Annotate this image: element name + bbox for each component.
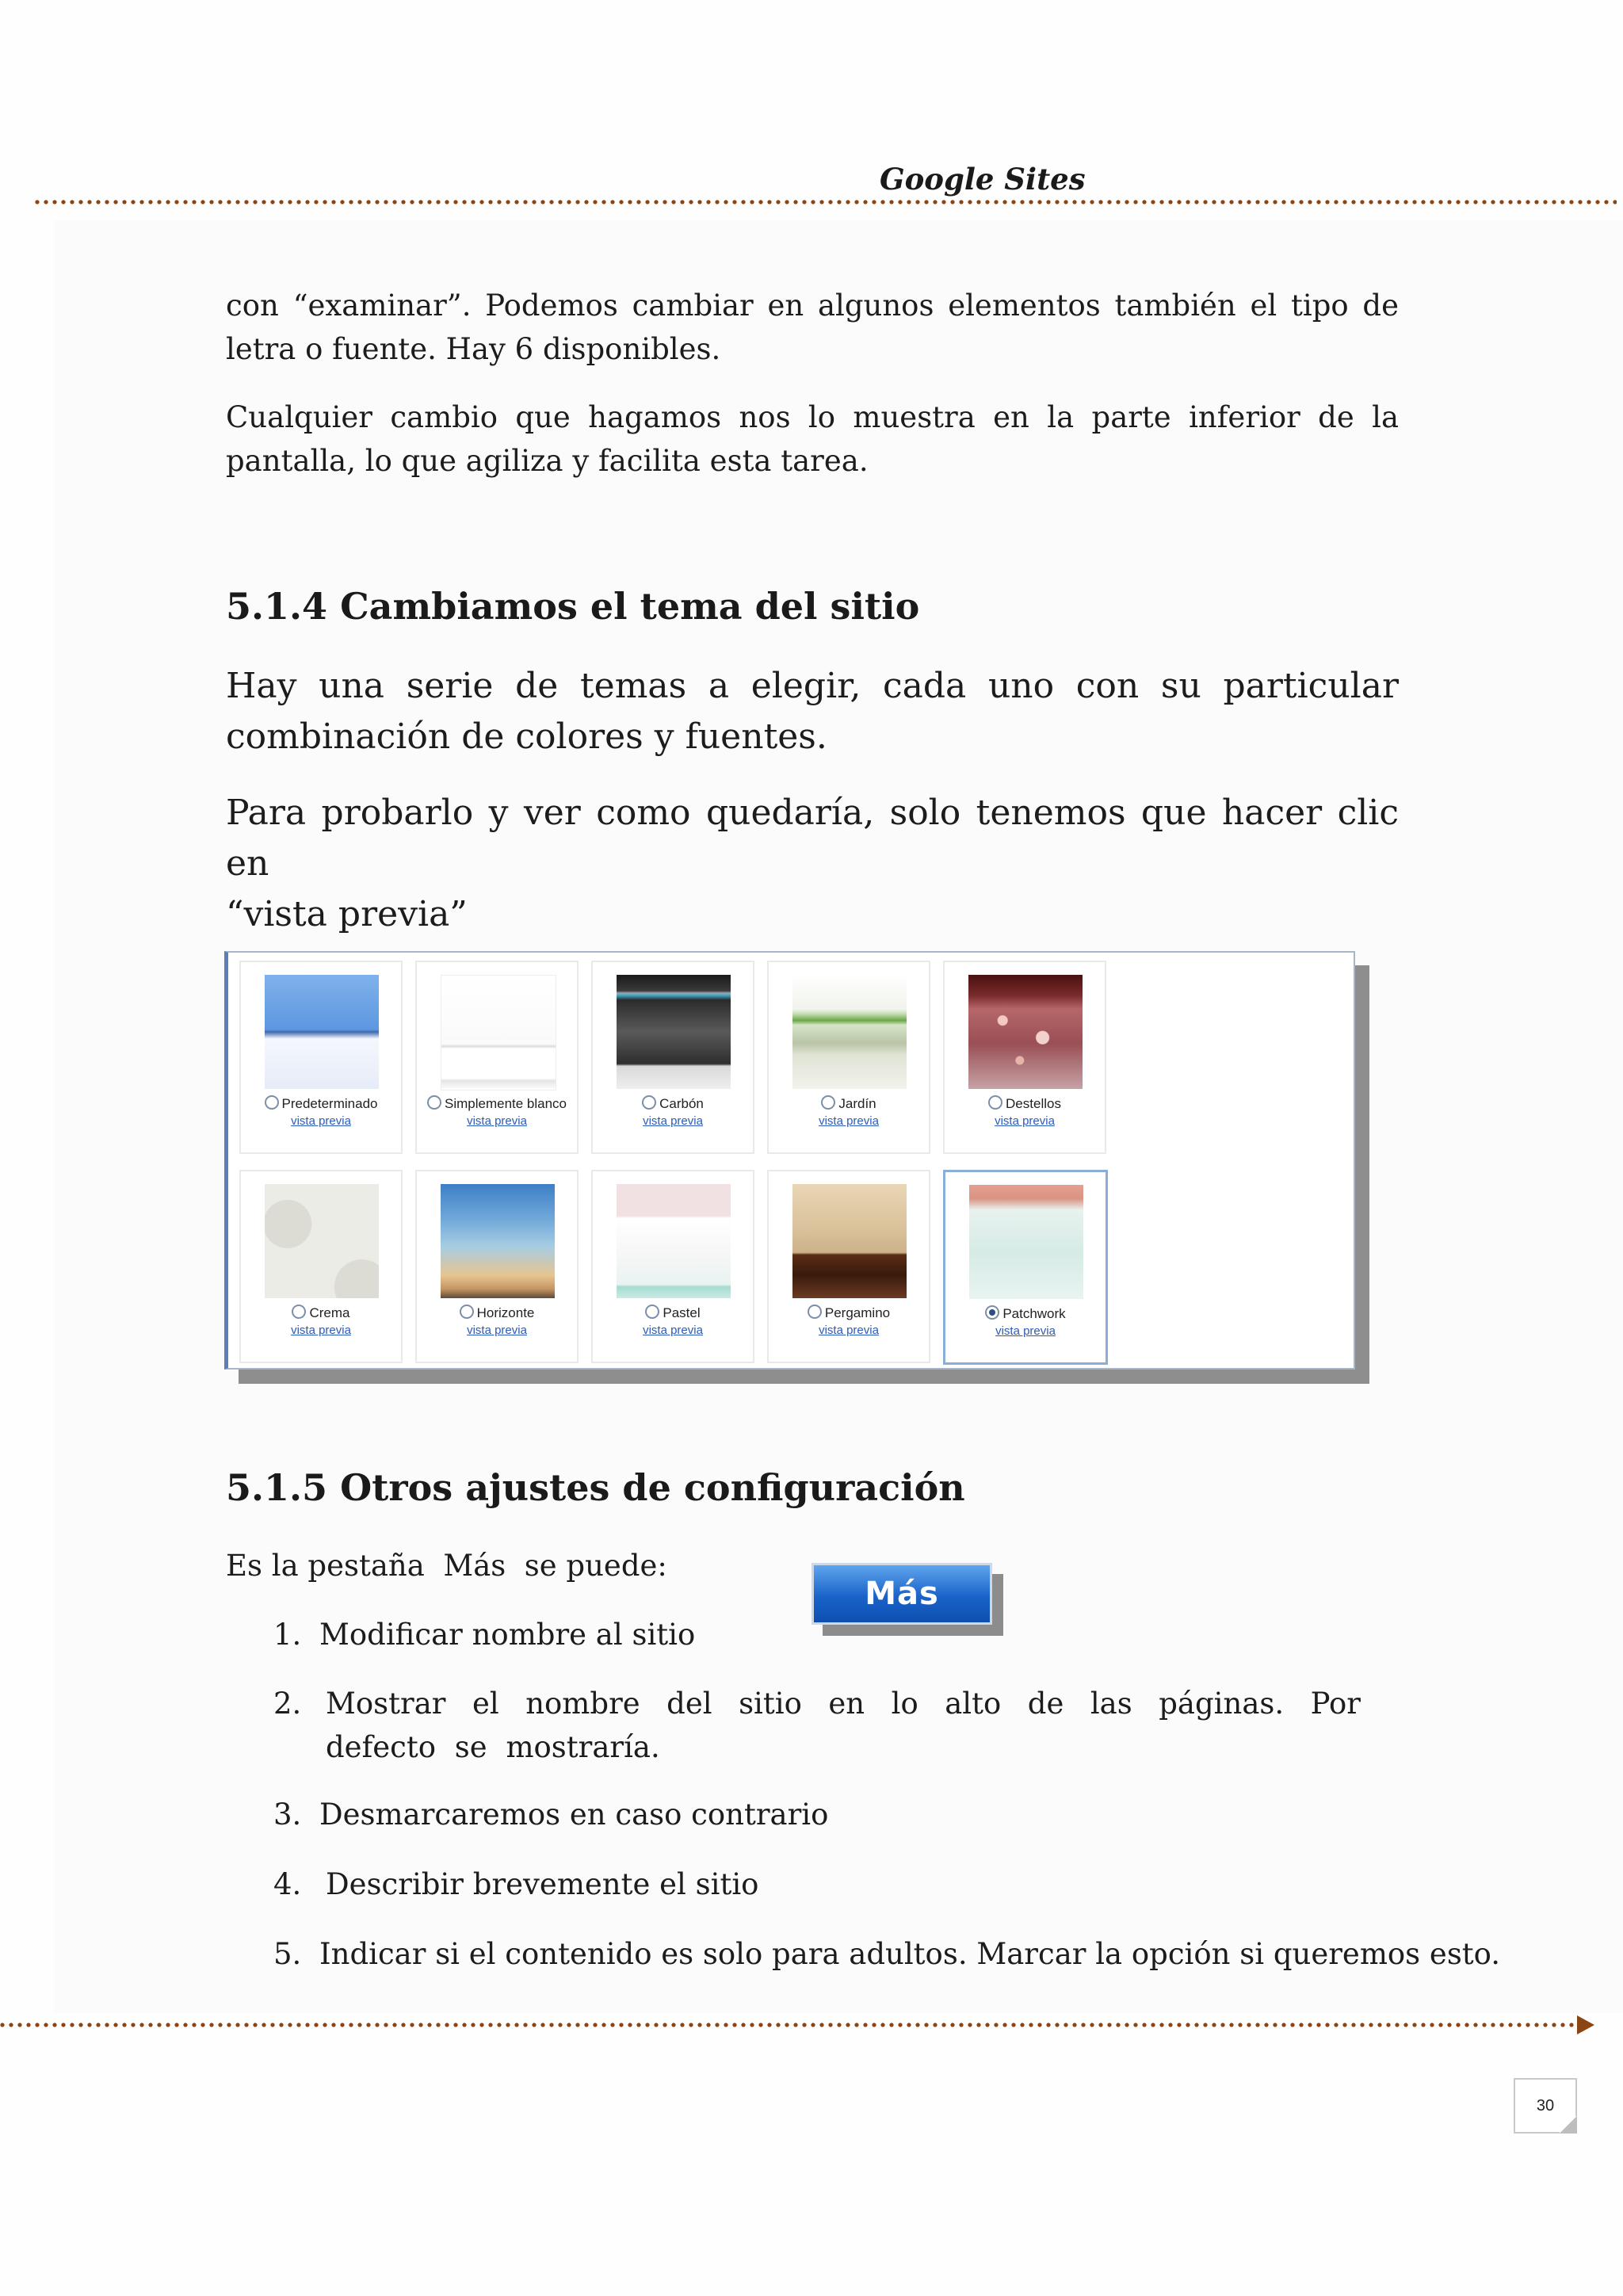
arrow-right-icon <box>1577 2015 1594 2034</box>
theme-name: Pastel <box>663 1305 701 1320</box>
paragraph-line: “vista previa” <box>226 894 468 934</box>
theme-name: Crema <box>309 1305 350 1320</box>
preview-link[interactable]: vista previa <box>467 1114 527 1128</box>
theme-name: Destellos <box>1006 1096 1061 1111</box>
theme-name: Jardín <box>838 1096 876 1111</box>
theme-thumbnail <box>617 1184 731 1298</box>
section-5-1-4-paragraph-1 <box>226 661 1399 762</box>
theme-thumbnail <box>792 975 907 1089</box>
theme-tile-horizonte[interactable] <box>415 1170 579 1363</box>
theme-name: Simplemente blanco <box>444 1096 567 1111</box>
footer-dotted-rule <box>0 2023 1579 2027</box>
list-text: Mostrar el nombre del sitio en lo alto de las páginas. Por defecto se mostraría. <box>326 1687 1361 1764</box>
theme-thumbnail <box>265 975 379 1089</box>
section-heading-5-1-4: 5.1.4 Cambiamos el tema del sitio <box>226 585 920 628</box>
list-text: Describir brevemente el sitio <box>326 1867 759 1901</box>
theme-tile-pergamino[interactable] <box>767 1170 930 1363</box>
theme-tile-pastel[interactable] <box>591 1170 754 1363</box>
theme-radio[interactable] <box>292 1305 306 1319</box>
theme-gallery <box>224 951 1355 1370</box>
preview-link[interactable]: vista previa <box>643 1114 703 1128</box>
theme-tile-simplemente-blanco[interactable] <box>415 961 579 1154</box>
theme-radio[interactable] <box>265 1095 279 1110</box>
preview-link[interactable]: vista previa <box>467 1324 527 1337</box>
page-number <box>1514 2078 1577 2134</box>
list-item <box>273 1613 695 1656</box>
page-number-text: 30 <box>1536 2097 1555 2115</box>
section-5-1-4-paragraph-2 <box>226 788 1399 940</box>
list-number: 4. <box>273 1867 302 1901</box>
header-dotted-rule <box>35 200 1617 204</box>
preview-link[interactable]: vista previa <box>291 1114 351 1128</box>
theme-name: Horizonte <box>476 1305 535 1320</box>
theme-radio[interactable] <box>642 1095 656 1110</box>
theme-thumbnail <box>441 975 556 1091</box>
page-curl-icon <box>1560 2116 1577 2134</box>
preview-link[interactable]: vista previa <box>995 1324 1056 1338</box>
section-5-1-5-intro: Es la pestaña Más se puede: <box>226 1549 667 1583</box>
theme-radio[interactable] <box>988 1095 1002 1110</box>
list-number: 5. <box>273 1937 302 1971</box>
list-item <box>273 1932 1500 1976</box>
theme-name: Carbón <box>659 1096 704 1111</box>
theme-tile-carbon[interactable] <box>591 961 754 1154</box>
mas-tab-button[interactable]: Más <box>812 1563 992 1625</box>
preview-link[interactable]: vista previa <box>995 1114 1055 1128</box>
list-number: 3. <box>273 1797 302 1832</box>
list-text: Desmarcaremos en caso contrario <box>319 1797 829 1832</box>
paragraph-line: Hay una serie de temas a elegir, cada uno con su particular <box>226 666 1399 706</box>
theme-tile-predeterminado[interactable] <box>239 961 403 1154</box>
theme-radio[interactable] <box>427 1095 441 1110</box>
intro-paragraph-2: Cualquier cambio que hagamos nos lo muestra en la parte inferior de la pantalla, lo que agiliza y facilita esta tarea. <box>226 400 1399 478</box>
theme-tile-patchwork[interactable] <box>943 1170 1108 1365</box>
theme-thumbnail <box>792 1184 907 1298</box>
theme-thumbnail <box>441 1184 555 1298</box>
list-item <box>273 1682 1361 1769</box>
theme-thumbnail <box>617 975 731 1089</box>
theme-tile-destellos[interactable] <box>943 961 1106 1154</box>
theme-name: Pergamino <box>824 1305 891 1320</box>
list-number: 2. <box>273 1687 302 1721</box>
theme-name: Patchwork <box>1002 1306 1066 1321</box>
preview-link[interactable]: vista previa <box>291 1324 351 1337</box>
list-item <box>273 1793 828 1836</box>
theme-radio[interactable] <box>808 1305 822 1319</box>
preview-link[interactable]: vista previa <box>819 1114 879 1128</box>
theme-tile-crema[interactable] <box>239 1170 403 1363</box>
running-header-title: Google Sites <box>880 162 1086 197</box>
theme-radio[interactable] <box>645 1305 659 1319</box>
theme-name: Predeterminado <box>281 1096 378 1111</box>
theme-radio[interactable] <box>985 1305 999 1320</box>
theme-radio[interactable] <box>460 1305 474 1319</box>
list-number: 1. <box>273 1618 302 1652</box>
theme-thumbnail <box>969 1185 1083 1299</box>
paragraph-line: Para probarlo y ver como quedaría, solo tenemos que hacer clic en <box>226 793 1399 884</box>
theme-radio[interactable] <box>821 1095 835 1110</box>
theme-thumbnail <box>968 975 1083 1089</box>
section-heading-5-1-5: 5.1.5 Otros ajustes de configuración <box>226 1466 965 1509</box>
list-item <box>273 1862 758 1906</box>
theme-thumbnail <box>265 1184 379 1298</box>
paragraph-line: combinación de colores y fuentes. <box>226 716 827 757</box>
list-text: Modificar nombre al sitio <box>319 1618 696 1652</box>
preview-link[interactable]: vista previa <box>819 1324 879 1337</box>
intro-paragraph-1: con “examinar”. Podemos cambiar en algunos elementos también el tipo de letra o fuente. Hay 6 disponibles. <box>226 288 1399 366</box>
preview-link[interactable]: vista previa <box>643 1324 703 1337</box>
list-text: Indicar si el contenido es solo para adultos. Marcar la opción si queremos esto. <box>319 1937 1501 1971</box>
theme-tile-jardin[interactable] <box>767 961 930 1154</box>
